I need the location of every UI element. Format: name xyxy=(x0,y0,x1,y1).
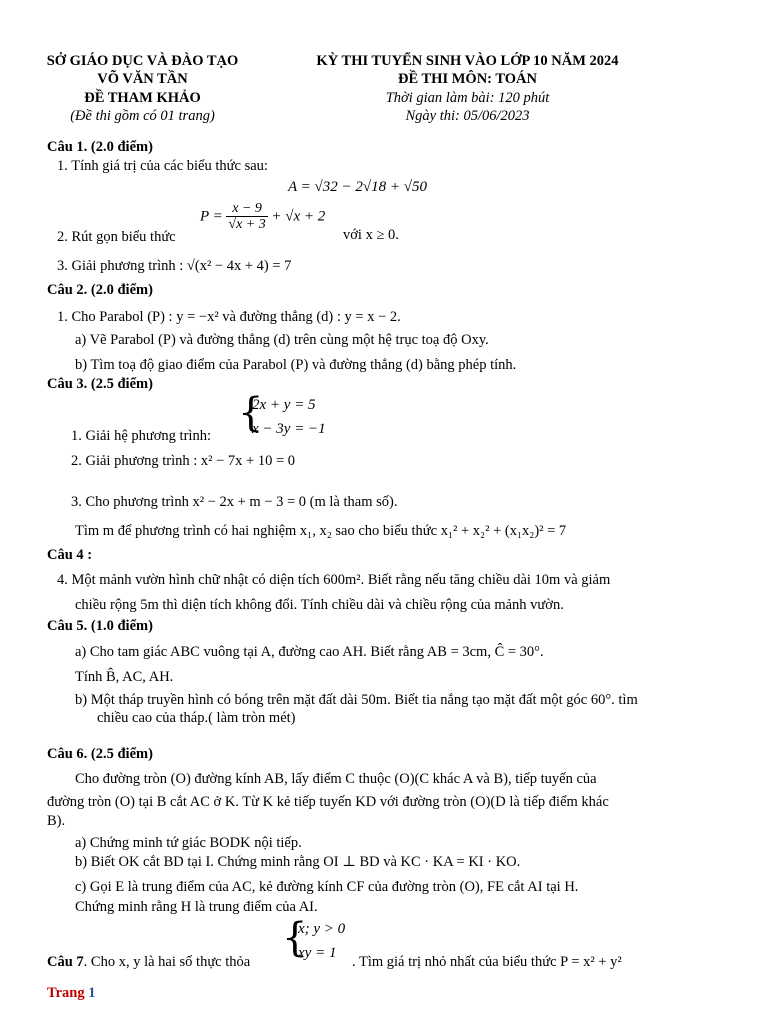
q6-part-b: b) Biết OK cắt BD tại I. Chứng minh rằng OI ⊥ BD và KC · KA = KI · KO. xyxy=(75,854,521,870)
q7-text2: . Tìm giá trị nhỏ nhất của biểu thức P = x² + y² xyxy=(352,954,622,970)
q2-part-a: a) Vẽ Parabol (P) và đường thẳng (d) trên cùng một hệ trục toạ độ Oxy. xyxy=(75,332,489,348)
q3-system-brace: { xyxy=(238,390,264,436)
q7-text1: . Cho x, y là hai số thực thỏa xyxy=(83,954,251,970)
q5-title: Câu 5. (1.0 điểm) xyxy=(47,618,153,634)
q5-part-a-ask: Tính B̂, AC, AH. xyxy=(75,669,174,685)
q6-part-c-line2: Chứng minh rằng H là trung điểm của AI. xyxy=(75,899,318,915)
q4-line2: chiều rộng 5m thì diện tích không đổi. Tính chiều dài và chiều rộng của mảnh vườn. xyxy=(75,597,564,613)
q4-title: Câu 4 : xyxy=(47,547,93,563)
exam-type: ĐỀ THAM KHẢO xyxy=(84,90,201,106)
exam-duration: Thời gian làm bài: 120 phút xyxy=(385,90,550,106)
q3-part3-condition: Tìm m để phương trình có hai nghiệm x₁, x₂ sao cho biểu thức x₁² + x₂² + (x₁x₂)² = 7 xyxy=(75,523,567,539)
q5-part-a: a) Cho tam giác ABC vuông tại A, đường cao AH. Biết rằng AB = 3cm, Ĉ = 30°. xyxy=(75,644,544,660)
q1-part2-cond: với x ≥ 0. xyxy=(343,227,399,243)
exam-title: KỲ THI TUYỂN SINH VÀO LỚP 10 NĂM 2024 xyxy=(316,53,619,69)
school-dept: SỞ GIÁO DỤC VÀ ĐÀO TẠO xyxy=(46,53,239,69)
exam-subject: ĐỀ THI MÔN: TOÁN xyxy=(398,71,537,87)
q6-part-c-line1: c) Gọi E là trung điểm của AC, kẻ đường kính CF của đường tròn (O), FE cắt AI tại H. xyxy=(75,879,579,895)
q6-part-a: a) Chứng minh tứ giác BODK nội tiếp. xyxy=(75,835,302,851)
q1-part1: 1. Tính giá trị của các biểu thức sau: xyxy=(57,158,268,174)
q3-part1-label: 1. Giải hệ phương trình: xyxy=(71,428,211,444)
q1-part2-expr: P = $\frac{x - 9}{√x + 3}$ + √x + 2 xyxy=(200,201,326,232)
footer-page-number: 1 xyxy=(88,985,96,1001)
school-name: VÕ VĂN TẦN xyxy=(97,71,188,87)
q7-system-eq2: xy = 1 xyxy=(298,945,337,961)
q1-part3: 3. Giải phương trình : √(x² − 4x + 4) = 7 xyxy=(57,258,292,274)
q1-title: Câu 1. (2.0 điểm) xyxy=(47,139,153,155)
q7-system-eq1: x; y > 0 xyxy=(298,921,346,937)
page-count-note: (Đề thi gồm có 01 trang) xyxy=(70,108,215,124)
q3-system-eq2: x − 3y = −1 xyxy=(252,421,326,437)
q5-part-b-line2: chiều cao của tháp.( làm tròn mét) xyxy=(97,710,296,726)
q2-part1: 1. Cho Parabol (P) : y = −x² và đường thẳng (d) : y = x − 2. xyxy=(57,309,401,325)
q4-line1: 4. Một mảnh vườn hình chữ nhật có diện tích 600m². Biết rằng nếu tăng chiều dài 10m và giảm xyxy=(57,572,611,588)
q7-title: Câu 7 xyxy=(47,954,84,970)
q1-expr-a: A = √32 − 2√18 + √50 xyxy=(288,179,427,195)
q2-part-b: b) Tìm toạ độ giao điểm của Parabol (P) và đường thẳng (d) bằng phép tính. xyxy=(75,357,517,373)
q2-title: Câu 2. (2.0 điểm) xyxy=(47,282,153,298)
q3-part2: 2. Giải phương trình : x² − 7x + 10 = 0 xyxy=(71,453,296,469)
exam-date: Ngày thi: 05/06/2023 xyxy=(405,108,530,124)
q3-part3: 3. Cho phương trình x² − 2x + m − 3 = 0 (m là tham số). xyxy=(71,494,398,510)
q6-line2: đường tròn (O) tại B cắt AC ở K. Từ K kẻ tiếp tuyến KD với đường tròn (O)(D là tiếp điểm khác xyxy=(47,794,609,810)
footer-label: Trang xyxy=(47,985,85,1001)
q1-part2-label: 2. Rút gọn biểu thức xyxy=(57,229,176,245)
q7-line xyxy=(47,953,250,971)
q7-system-brace: { xyxy=(282,915,308,961)
q3-title: Câu 3. (2.5 điểm) xyxy=(47,376,153,392)
q6-title: Câu 6. (2.5 điểm) xyxy=(47,746,153,762)
page-footer xyxy=(47,984,95,1002)
q5-part-b-line1: b) Một tháp truyền hình có bóng trên mặt đất dài 50m. Biết tia nắng tạo mặt đất một góc 60°. tìm xyxy=(75,692,638,708)
q6-line3: B). xyxy=(47,813,66,829)
q6-line1: Cho đường tròn (O) đường kính AB, lấy điểm C thuộc (O)(C khác A và B), tiếp tuyến của xyxy=(75,771,597,787)
q3-system-eq1: 2x + y = 5 xyxy=(252,397,316,413)
